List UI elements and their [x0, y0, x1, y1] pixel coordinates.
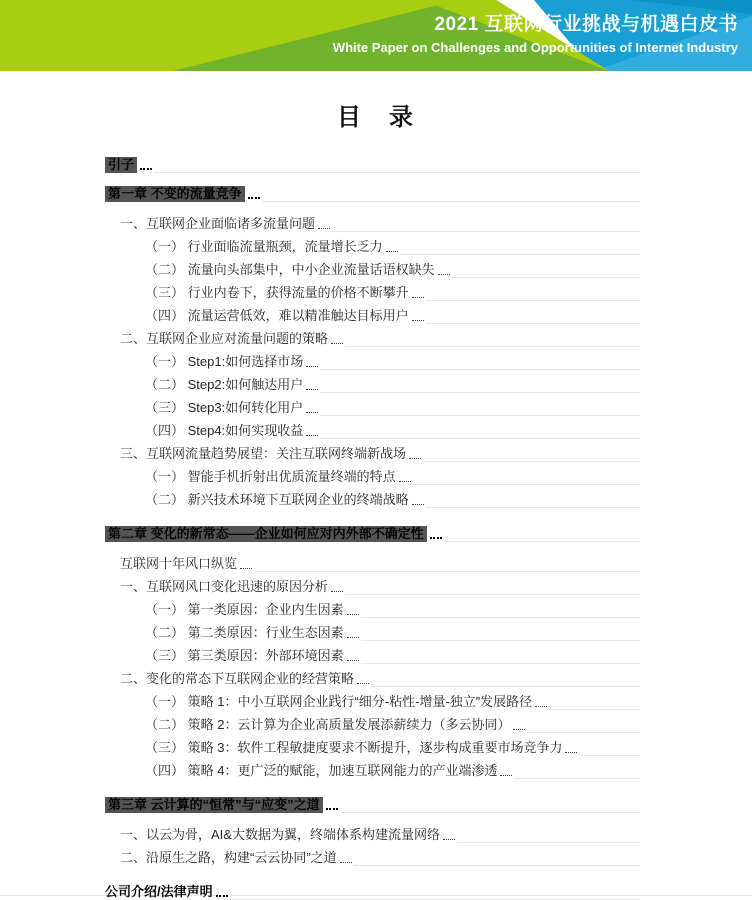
toc-entry-label: （三） 第三类原因：外部环境因素 — [145, 647, 344, 663]
toc-entry-label: 一、以云为骨，AI&大数据为翼，终端体系构建流量网络 — [120, 826, 440, 842]
toc-entry-label: 二、互联网企业应对流量问题的策略 — [120, 330, 329, 346]
toc-entry[interactable] — [105, 877, 640, 900]
toc-entry-label: （二） 流量向头部集中，中小企业流量话语权缺失 — [145, 261, 435, 277]
toc-entry-label: （二） 第二类原因：行业生态因素 — [145, 624, 344, 640]
toc-entry-label: （三） 策略 3：软件工程敏捷度要求不断提升，逐步构成重要市场竞争力 — [145, 739, 563, 755]
toc-entry-label: （一） 策略 1：中小互联网企业践行“细分-粘性-增量-独立”发展路径 — [145, 693, 533, 709]
toc-entry-label: 一、互联网风口变化迅速的原因分析 — [120, 578, 329, 594]
header-title-english: White Paper on Challenges and Opportunities of Internet Industry — [332, 40, 738, 55]
toc-entry-label: 互联网十年风口纵览 — [120, 555, 238, 571]
page-number — [230, 4, 640, 900]
toc-entry-label: （四） 流量运营低效，难以精准触达目标用户 — [145, 307, 409, 323]
toc-entry-label: （三） 行业内卷下，获得流量的价格不断攀升 — [145, 284, 409, 300]
toc-entry-label: 二、沿原生之路，构建“云云协同”之道 — [120, 849, 337, 865]
toc-entry-label: （二） 策略 2：云计算为企业高质量发展添薪续力（多云协同） — [145, 716, 511, 732]
header-banner — [0, 0, 752, 71]
toc-entry-label: （二） 新兴技术环境下互联网企业的终端战略 — [145, 491, 409, 507]
toc-entry-label: 第三章 云计算的“恒常”与“应变”之道 — [105, 797, 323, 813]
toc-entry-label: （二） Step2:如何触达用户 — [145, 376, 304, 392]
toc-entry-label: （一） Step1:如何选择市场 — [145, 353, 304, 369]
toc-entry-label: （四） 策略 4：更广泛的赋能，加速互联网能力的产业端渗透 — [145, 762, 498, 778]
toc-entry-label: 公司介绍/法律声明 — [105, 883, 213, 899]
toc-list — [105, 150, 640, 900]
toc-entry-label: （四） Step4:如何实现收益 — [145, 422, 304, 438]
toc-entry-label: 一、互联网企业面临诸多流量问题 — [120, 215, 316, 231]
toc-entry-label: 第一章 不变的流量竞争 — [105, 186, 245, 202]
toc-entry-label: （一） 智能手机折射出优质流量终端的特点 — [145, 468, 396, 484]
header-title-chinese: 2021 互联网行业挑战与机遇白皮书 — [434, 14, 738, 35]
toc-entry-label: 二、变化的常态下互联网企业的经营策略 — [120, 670, 355, 686]
toc-entry-label: 三、互联网流量趋势展望：关注互联网终端新战场 — [120, 445, 407, 461]
toc-entry-label: 第二章 变化的新常态——企业如何应对内外部不确定性 — [105, 526, 427, 542]
toc-entry-label: 引子 — [105, 157, 137, 173]
dot-leader — [216, 895, 228, 897]
toc-entry-label: （三） Step3:如何转化用户 — [145, 399, 304, 415]
toc-entry-label: （一） 行业面临流量瓶颈，流量增长乏力 — [145, 238, 383, 254]
toc-entry-label: （一） 第一类原因：企业内生因素 — [145, 601, 344, 617]
toc-heading: 目 录 — [337, 104, 415, 131]
dot-leader — [140, 168, 152, 170]
